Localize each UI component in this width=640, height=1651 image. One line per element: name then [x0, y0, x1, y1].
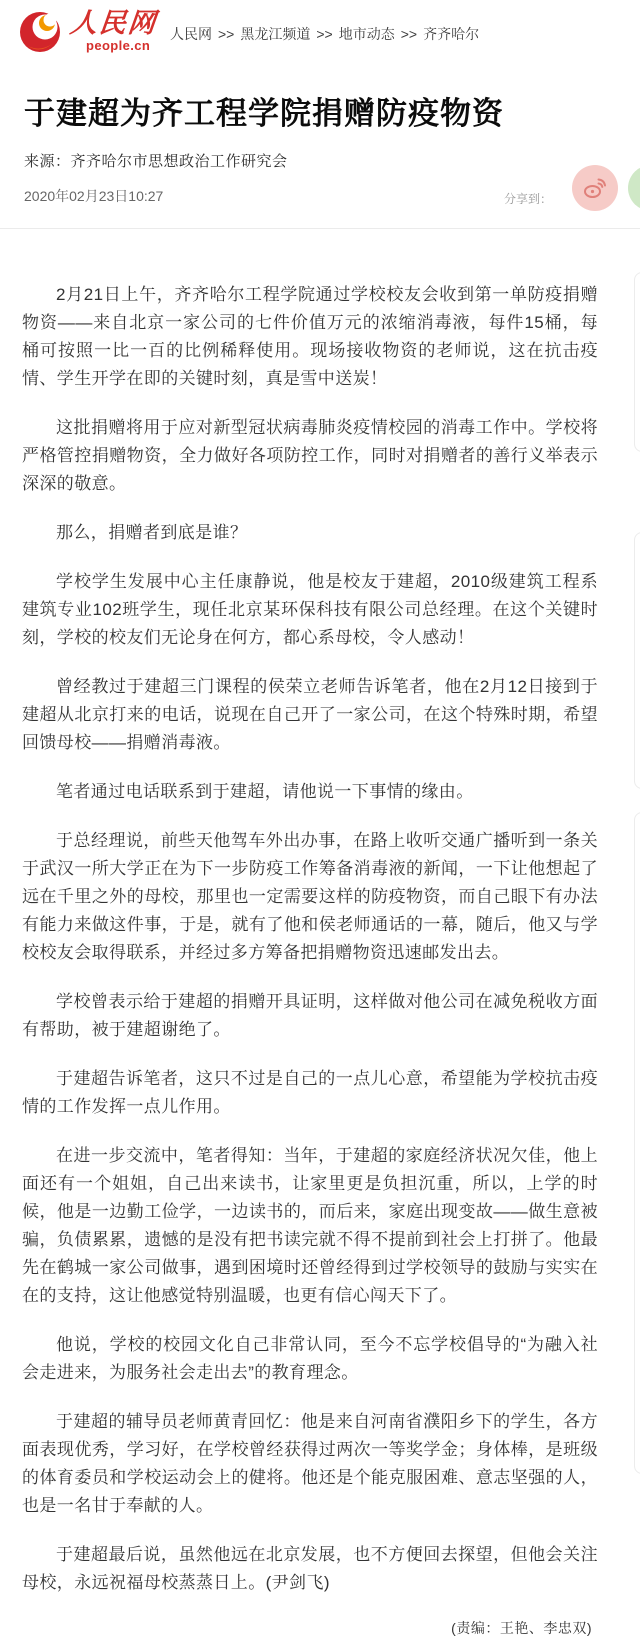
- article-paragraph: 于建超告诉笔者，这只不过是自己的一点儿心意，希望能为学校抗击疫情的工作发挥一点儿作用。: [22, 1069, 598, 1116]
- article-title: 于建超为齐工程学院捐赠防疫物资: [24, 96, 504, 131]
- article-paragraph: 这批捐赠将用于应对新型冠状病毒肺炎疫情校园的消毒工作中。学校将严格管控捐赠物资，全力做好各项防控工作，同时对捐赠者的善行义举表示深深的敬意。: [22, 418, 598, 493]
- share-weibo-button[interactable]: [572, 165, 618, 211]
- article-paragraph: 他说，学校的校园文化自己非常认同，至今不忘学校倡导的“为融入社会走进来，为服务社会走出去”的教育理念。: [22, 1335, 598, 1382]
- article-date: 2020年02月23日10:27: [24, 188, 164, 204]
- breadcrumb-separator: >>: [218, 26, 235, 42]
- article-paragraph: 那么，捐赠者到底是谁？: [56, 523, 248, 542]
- article-source: 来源：齐齐哈尔市思想政治工作研究会: [24, 153, 288, 170]
- breadcrumb-item-city-news[interactable]: 地市动态: [338, 26, 395, 42]
- share-label: 分享到：: [504, 192, 553, 206]
- article-paragraph: 笔者通过电话联系到于建超，请他说一下事情的缘由。: [56, 782, 474, 801]
- share-wechat-button[interactable]: [628, 165, 640, 211]
- people-cn-swirl-icon: [18, 8, 64, 54]
- logo-text-en: people.cn: [86, 38, 151, 53]
- breadcrumb-item-heilongjiang[interactable]: 黑龙江频道: [240, 26, 311, 42]
- editor-credit: (责编：王艳、李忠双): [451, 1620, 592, 1636]
- article-paragraph: 学校学生发展中心主任康静说，他是校友于建超，2010级建筑工程系建筑专业102班学生，现任北京某环保科技有限公司总经理。在这个关键时刻，学校的校友们无论身在何方，都心系母校，令人感动！: [22, 572, 598, 647]
- breadcrumb-separator: >>: [400, 26, 418, 42]
- article-paragraph: 2月21日上午，齐齐哈尔工程学院通过学校校友会收到第一单防疫捐赠物资——来自北京一家公司的七件价值万元的浓缩消毒液，每件15桶，每桶可按照一比一百的比例稀释使用。现场接收物资的老师说，这在抗击疫情、学生开学在即的关键时刻，真是雪中送炭！: [22, 285, 598, 388]
- article-body: [0, 229, 640, 1638]
- article-paragraph: 于建超的辅导员老师黄青回忆：他是来自河南省濮阳乡下的学生，各方面表现优秀，学习好，在学校曾经获得过两次一等奖学金；身体棒，是班级的体育委员和学校运动会上的健将。他还是个能克服困难、意志坚强的人，也是一名甘于奉献的人。: [22, 1412, 598, 1515]
- breadcrumb: [170, 24, 479, 44]
- article-paragraph: 曾经教过于建超三门课程的侯荣立老师告诉笔者，他在2月12日接到于建超从北京打来的电话，说现在自己开了一家公司，在这个特殊时期，希望回馈母校——捐赠消毒液。: [22, 677, 598, 752]
- weibo-icon: [582, 175, 608, 201]
- article-paragraph: 于总经理说，前些天他驾车外出办事，在路上收听交通广播听到一条关于武汉一所大学正在为下一步防疫工作筹备消毒液的新闻，一下让他想起了远在千里之外的母校，那里也一定需要这样的防疫物资，而自己眼下有办法有能力来做这件事，于是，就有了他和侯老师通话的一幕，随后，他又与学校校友会取得联系，并经过多方筹备把捐赠物资迅速邮发出去。: [22, 831, 598, 962]
- breadcrumb-item-people[interactable]: 人民网: [170, 26, 212, 42]
- article-paragraph: 在进一步交流中，笔者得知：当年，于建超的家庭经济状况欠佳，他上面还有一个姐姐，自己出来读书，让家里更是负担沉重，所以，上学的时候，他是一边勤工俭学，一边读书的，而后来，家庭出现变故——做生意被骗，负债累累，遗憾的是没有把书读完就不得不提前到社会上打拼了。他最先在鹤城一家公司做事，遇到困境时还曾经得到过学校领导的鼓励与实实在在的支持，这让他感觉特别温暖，也更有信心闯天下了。: [22, 1146, 598, 1305]
- logo-text-cn: 人民网: [68, 8, 159, 38]
- article-paragraph: 学校曾表示给于建超的捐赠开具证明，这样做对他公司在减免税收方面有帮助，被于建超谢绝了。: [22, 992, 598, 1039]
- breadcrumb-separator: >>: [316, 26, 333, 42]
- people-cn-logo[interactable]: [18, 8, 157, 54]
- breadcrumb-item-qiqihar[interactable]: 齐齐哈尔: [423, 26, 480, 42]
- article-paragraph: 于建超最后说，虽然他远在北京发展，也不方便回去探望，但他会关注母校，永远祝福母校蒸蒸日上。(尹剑飞): [22, 1545, 598, 1592]
